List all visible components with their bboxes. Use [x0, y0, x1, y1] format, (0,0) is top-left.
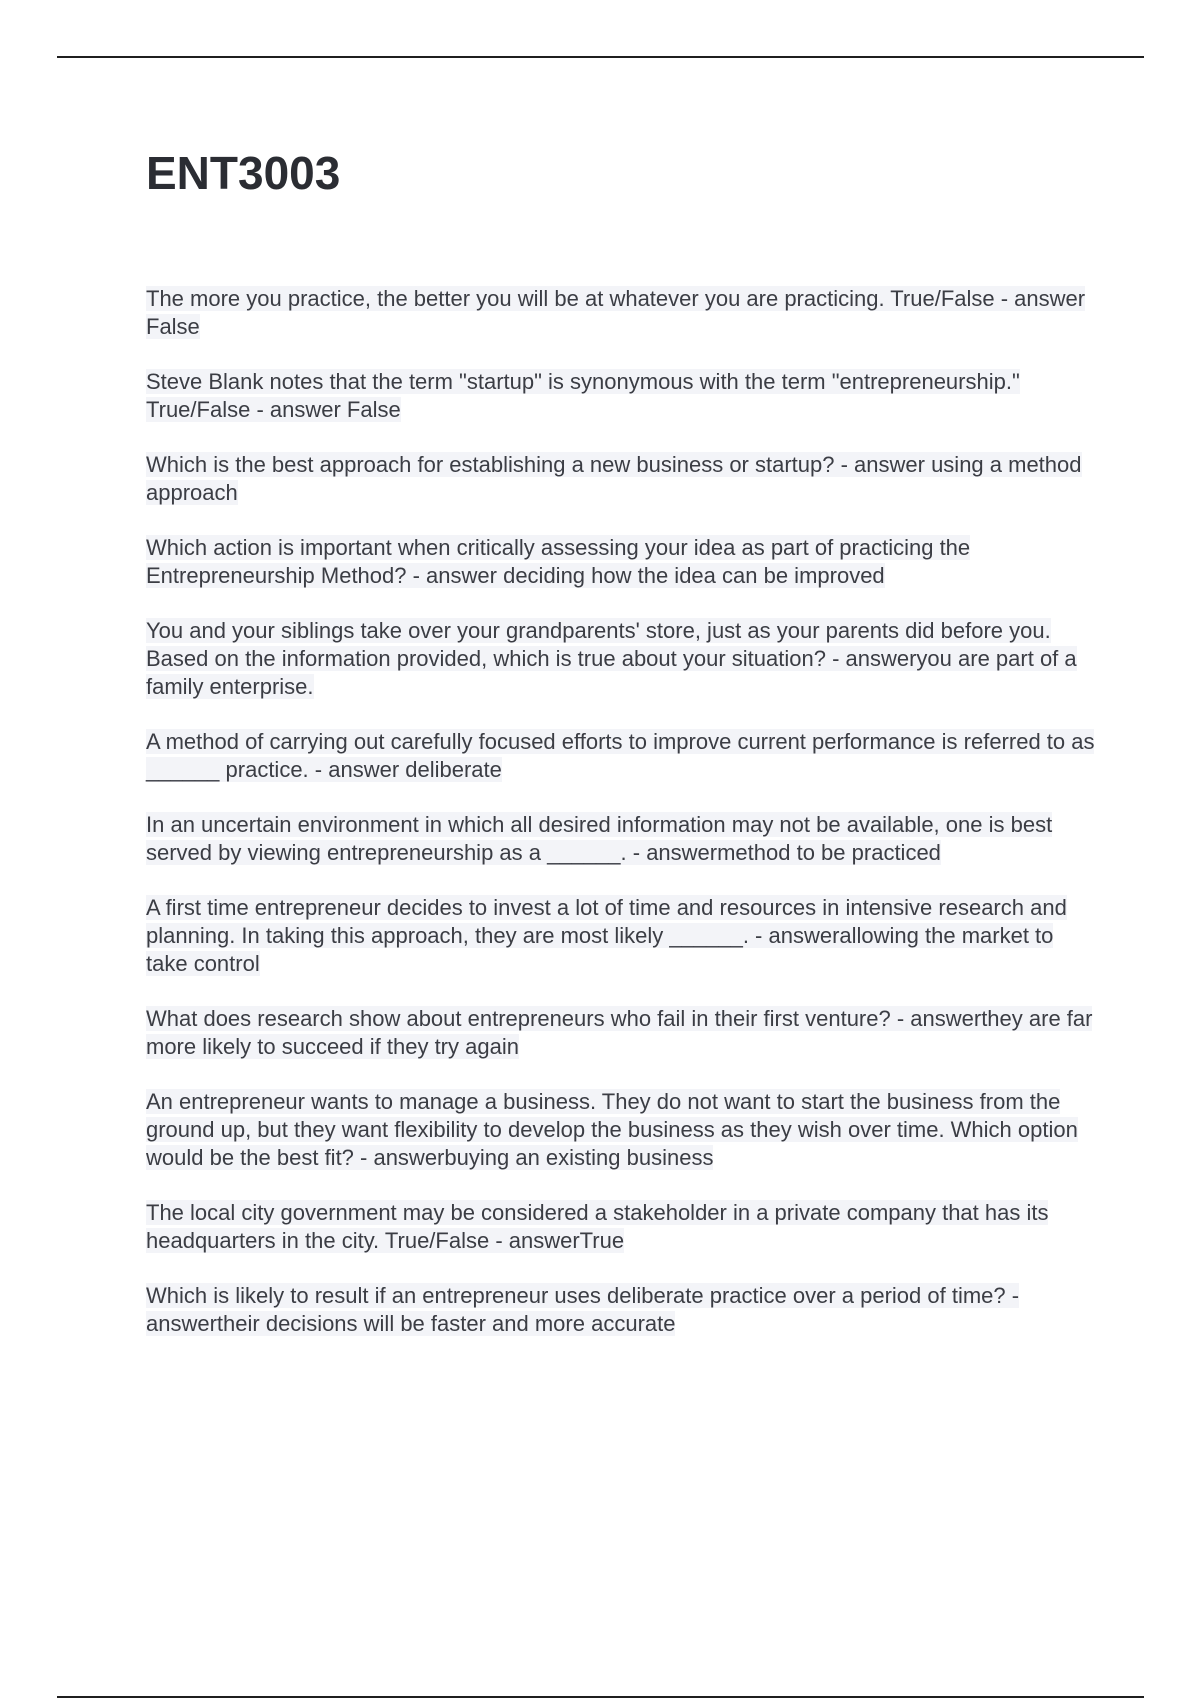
qa-item [146, 451, 1096, 507]
qa-item [146, 285, 1096, 341]
qa-item [146, 811, 1096, 867]
qa-item [146, 1005, 1096, 1061]
qa-item [146, 728, 1096, 784]
qa-item [146, 1282, 1096, 1338]
qa-text: What does research show about entrepreneurs who fail in their first venture? - answerthey are far more likely to succeed if they try again [146, 1006, 1093, 1059]
qa-item [146, 1199, 1096, 1255]
document-title: ENT3003 [146, 147, 341, 199]
qa-text: Which action is important when critically assessing your idea as part of practicing the Entrepreneurship Method? - answer deciding how the idea can be improved [146, 535, 971, 588]
qa-item [146, 894, 1096, 978]
qa-text: You and your siblings take over your grandparents' store, just as your parents did before you. Based on the information provided, which is true about your situation? - answeryou are part of a family enterprise. [146, 618, 1077, 699]
qa-item [146, 617, 1096, 701]
qa-item [146, 368, 1096, 424]
qa-list [146, 285, 1096, 1365]
qa-text: A method of carrying out carefully focused efforts to improve current performance is referred to as ______ practice. - answer deliberate [146, 729, 1095, 782]
qa-text: An entrepreneur wants to manage a business. They do not want to start the business from the ground up, but they want flexibility to develop the business as they wish over time. Which option would be the best fit? - answerbuying an existing business [146, 1089, 1078, 1170]
qa-text: Which is likely to result if an entrepreneur uses deliberate practice over a period of time? - answertheir decisions will be faster and more accurate [146, 1283, 1020, 1336]
bottom-rule [57, 1696, 1144, 1698]
qa-text: A first time entrepreneur decides to invest a lot of time and resources in intensive research and planning. In taking this approach, they are most likely ______. - answerallowing the market to take control [146, 895, 1067, 976]
top-rule [57, 56, 1144, 58]
qa-text: The local city government may be considered a stakeholder in a private company that has its headquarters in the city. True/False - answerTrue [146, 1200, 1049, 1253]
qa-item [146, 1088, 1096, 1172]
qa-text: Steve Blank notes that the term "startup" is synonymous with the term "entrepreneurship." True/False - answer False [146, 369, 1020, 422]
qa-text: In an uncertain environment in which all desired information may not be available, one is best served by viewing entrepreneurship as a ______. - answermethod to be practiced [146, 812, 1053, 865]
qa-item [146, 534, 1096, 590]
qa-text: The more you practice, the better you will be at whatever you are practicing. True/False - answer False [146, 286, 1086, 339]
qa-text: Which is the best approach for establishing a new business or startup? - answer using a method approach [146, 452, 1082, 505]
